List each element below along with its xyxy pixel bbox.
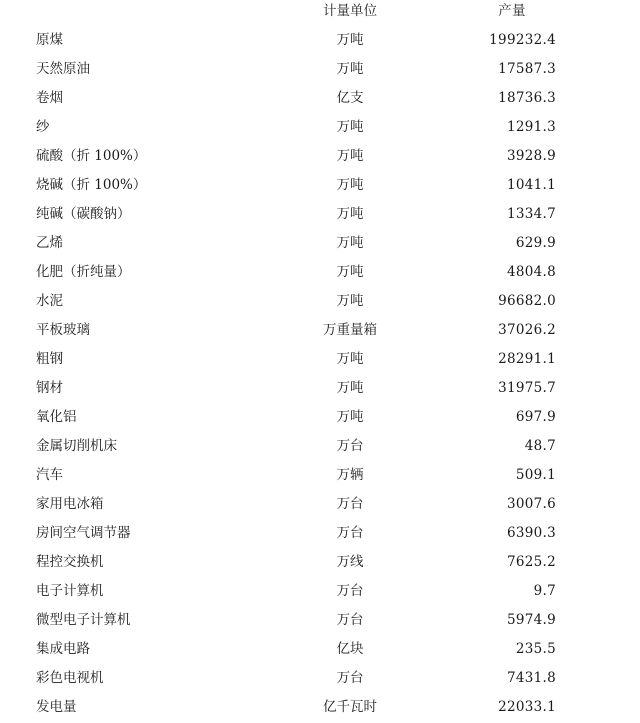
product-name: 汽车 xyxy=(36,467,63,483)
product-name: 原煤 xyxy=(36,32,63,48)
table-row xyxy=(0,432,640,461)
product-name: 乙烯 xyxy=(36,235,63,251)
value-column-header: 产量 xyxy=(498,3,526,19)
product-name: 房间空气调节器 xyxy=(36,525,131,541)
product-name: 水泥 xyxy=(36,293,63,309)
product-value: 235.5 xyxy=(515,641,556,657)
product-unit: 万吨 xyxy=(336,206,364,222)
product-name: 微型电子计算机 xyxy=(36,612,131,628)
product-unit: 万线 xyxy=(336,554,364,570)
product-value: 629.9 xyxy=(515,235,556,251)
table-row xyxy=(0,403,640,432)
product-unit: 万吨 xyxy=(336,351,364,367)
table-row xyxy=(0,171,640,200)
product-name: 纯碱（碳酸钠） xyxy=(36,206,131,222)
product-value: 18736.3 xyxy=(498,90,556,106)
table-row xyxy=(0,577,640,606)
product-value: 96682.0 xyxy=(498,293,556,309)
product-unit: 亿块 xyxy=(336,641,364,657)
table-row xyxy=(0,374,640,403)
product-unit: 万台 xyxy=(336,612,364,628)
product-unit: 亿支 xyxy=(336,90,364,106)
unit-column-header: 计量单位 xyxy=(323,3,377,19)
product-name: 家用电冰箱 xyxy=(36,496,104,512)
product-unit: 万吨 xyxy=(336,264,364,280)
table-row xyxy=(0,258,640,287)
product-unit: 万吨 xyxy=(336,177,364,193)
table-row xyxy=(0,461,640,490)
product-name: 发电量 xyxy=(36,699,77,715)
product-value: 48.7 xyxy=(524,438,556,454)
product-value: 5974.9 xyxy=(506,612,556,628)
product-name: 天然原油 xyxy=(36,61,90,77)
product-name: 纱 xyxy=(36,119,50,135)
table-row xyxy=(0,345,640,374)
product-unit: 万吨 xyxy=(336,293,364,309)
product-name: 烧碱（折 100%） xyxy=(36,177,147,193)
product-unit: 万吨 xyxy=(336,61,364,77)
product-unit: 万台 xyxy=(336,496,364,512)
product-unit: 亿千瓦时 xyxy=(323,699,377,715)
product-value: 7625.2 xyxy=(506,554,556,570)
product-value: 1291.3 xyxy=(506,119,556,135)
product-name: 卷烟 xyxy=(36,90,63,106)
table-row xyxy=(0,113,640,142)
product-unit: 万辆 xyxy=(336,467,364,483)
product-name: 钢材 xyxy=(36,380,63,396)
product-value: 17587.3 xyxy=(498,61,556,77)
table-row xyxy=(0,490,640,519)
table-row xyxy=(0,316,640,345)
product-unit: 万台 xyxy=(336,438,364,454)
product-value: 3007.6 xyxy=(506,496,556,512)
table-row xyxy=(0,287,640,316)
product-value: 509.1 xyxy=(515,467,556,483)
product-value: 6390.3 xyxy=(506,525,556,541)
table-row xyxy=(0,635,640,664)
table-row xyxy=(0,26,640,55)
product-value: 37026.2 xyxy=(498,322,556,338)
table-row xyxy=(0,200,640,229)
product-value: 1041.1 xyxy=(506,177,556,193)
product-name: 化肥（折纯量） xyxy=(36,264,131,280)
product-unit: 万吨 xyxy=(336,32,364,48)
product-unit: 万吨 xyxy=(336,119,364,135)
table-row xyxy=(0,142,640,171)
product-value: 22033.1 xyxy=(498,699,556,715)
table-row xyxy=(0,55,640,84)
product-name: 金属切削机床 xyxy=(36,438,117,454)
table-row xyxy=(0,229,640,258)
product-value: 3928.9 xyxy=(506,148,556,164)
product-name: 氧化铝 xyxy=(36,409,77,425)
product-unit: 万吨 xyxy=(336,409,364,425)
product-name: 程控交换机 xyxy=(36,554,104,570)
product-value: 28291.1 xyxy=(498,351,556,367)
product-name: 电子计算机 xyxy=(36,583,104,599)
product-value: 199232.4 xyxy=(489,32,556,48)
product-name: 集成电路 xyxy=(36,641,90,657)
product-value: 697.9 xyxy=(515,409,556,425)
table-row xyxy=(0,84,640,113)
product-value: 9.7 xyxy=(533,583,556,599)
product-value: 31975.7 xyxy=(498,380,556,396)
table-row xyxy=(0,664,640,693)
product-value: 1334.7 xyxy=(506,206,556,222)
product-value: 4804.8 xyxy=(506,264,556,280)
product-unit: 万台 xyxy=(336,525,364,541)
product-name: 平板玻璃 xyxy=(36,322,90,338)
product-unit: 万吨 xyxy=(336,148,364,164)
table-header xyxy=(0,0,640,26)
product-value: 7431.8 xyxy=(506,670,556,686)
product-unit: 万重量箱 xyxy=(323,322,377,338)
table-row xyxy=(0,519,640,548)
product-unit: 万台 xyxy=(336,670,364,686)
product-unit: 万台 xyxy=(336,583,364,599)
product-unit: 万吨 xyxy=(336,380,364,396)
table-row xyxy=(0,548,640,577)
product-name: 粗钢 xyxy=(36,351,63,367)
table-row xyxy=(0,693,640,722)
product-name: 彩色电视机 xyxy=(36,670,104,686)
product-name: 硫酸（折 100%） xyxy=(36,148,147,164)
table-row xyxy=(0,606,640,635)
product-unit: 万吨 xyxy=(336,235,364,251)
